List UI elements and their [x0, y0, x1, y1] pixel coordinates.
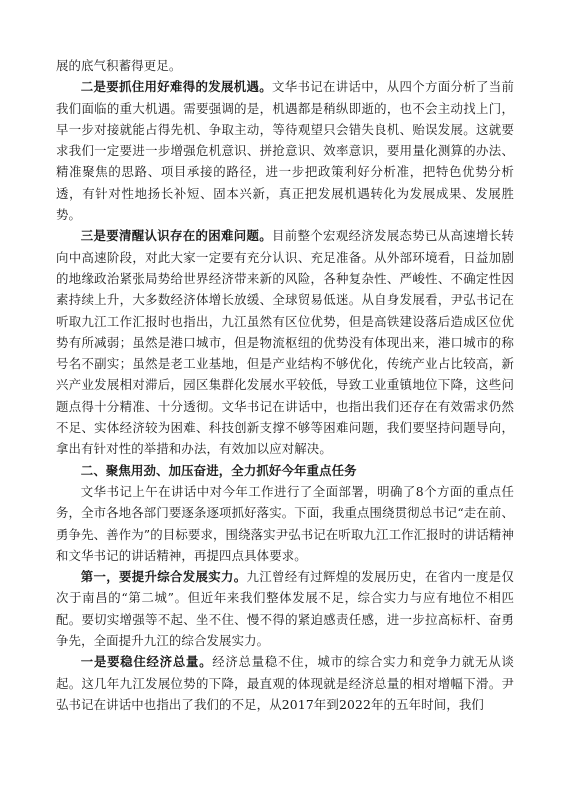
bold-text-run: 三是要清醒认识存在的困难问题。 [80, 228, 273, 244]
text-run: 九江曾经有过辉煌的发展历史，在省内一度是仅次于南昌的“第二城”。但近年来我们整体发展不足，综合实力与应有地位不相匹配。要切实增强等不起、坐不住、慢不得的紧迫感责任感，进一步拉高标杆、奋勇争先，全面提升九江的综合发展实力。 [56, 569, 514, 649]
text-run: 文华书记在讲话中，从四个方面分析了当前我们面临的重大机遇。需要强调的是，机遇都是稍纵即逝的，也不会主动找上门，早一步对接就能占得先机、争取主动，等待观望只会错失良机、贻误发展。这就要求我们一定要进一步增强危机意识、拼抢意识、效率意识，要用量化测算的办法、精准聚焦的思路、项目承接的路径，进一步把政策利好分析准，把特色优势分析透，有针对性地扬长补短、固本兴新，真正把发展机遇转化为发展成果、发展胜势。 [56, 79, 515, 223]
section-heading [56, 460, 514, 481]
paragraph [56, 55, 514, 76]
paragraph-opportunities [56, 76, 514, 225]
bold-text-run: 第一，要提升综合发展实力。 [80, 569, 247, 585]
paragraph-tasks-intro [56, 481, 514, 566]
text-run: 展的底气积蓄得更足。 [56, 58, 182, 73]
text-run: 目前整个宏观经济发展态势已从高速增长转向中高速阶段，对此大家一定要有充分认识、充足准备。从外部环境看，日益加剧的地缘政治紧张局势给世界经济带来新的风险，各种复杂性、严峻性、不确定性因素持续上升，大多数经济体增长放缓、全球贸易低迷。从自身发展看，尹弘书记在听取九江工作汇报时也指出，九江虽然有区位优势，但是高铁建设落后造成区位优势有所减弱；虽然是港口城市，但是物流枢纽的优势没有体现出来，港口城市的称号名不副实；虽然是老工业基地，但是产业结构不够优化，传统产业占比较高，新兴产业发展相对滞后，园区集群化发展水平较低，导致工业重镇地位下降，这些问题点得十分精准、十分透彻。文华书记在讲话中，也指出我们还存在有效需求仍然不足、实体经济较为困难、科技创新支撑不够等困难问题，我们要坚持问题导向，拿出有针对性的举措和办法，有效加以应对解决。 [56, 228, 515, 457]
paragraph-economic-output [56, 651, 514, 715]
bold-text-run: 二、聚焦用劲、加压奋进，全力抓好今年重点任务 [80, 462, 357, 478]
bold-text-run: 一是要稳住经济总量。 [80, 654, 213, 670]
text-run: 经济总量稳不住，城市的综合实力和竞争力就无从谈起。这几年九江发展位势的下降，最直观的体现就是经济总量的相对增幅下滑。尹弘书记在讲话中也指出了我们的不足，从2017年到2022年的五年时间，我们 [56, 654, 515, 712]
paragraph-difficulties [56, 225, 514, 459]
paragraph-first-requirement [56, 566, 514, 651]
bold-text-run: 二是要抓住用好难得的发展机遇。 [80, 79, 273, 95]
text-run: 文华书记上午在讲话中对今年工作进行了全面部署，明确了8个方面的重点任务，全市各地各部门要逐条逐项抓好落实。下面，我重点围绕贯彻总书记“走在前、勇争先、善作为”的目标要求，围绕落实尹弘书记在听取九江工作汇报时的讲话精神和文华书记的讲话精神，再提四点具体要求。 [56, 483, 514, 563]
